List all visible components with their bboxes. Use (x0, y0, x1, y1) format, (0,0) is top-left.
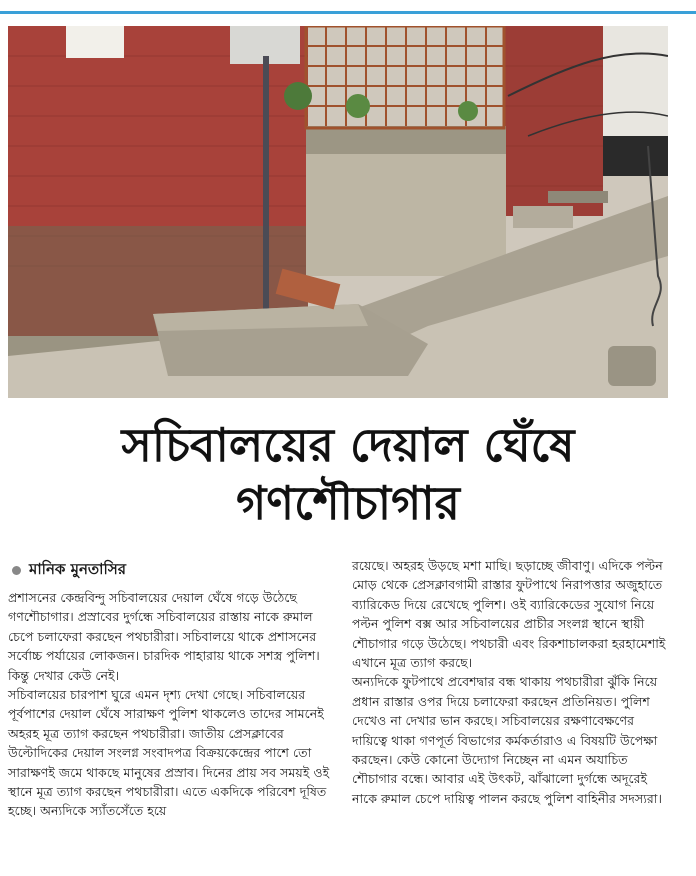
headline-line-2: গণশৌচাগার (236, 476, 460, 530)
headline-line-1: সচিবালয়ের দেয়াল ঘেঁষে (121, 418, 575, 472)
paragraph: প্রশাসনের কেন্দ্রবিন্দু সচিবালয়ের দেয়াল ঘেঁষে গড়ে উঠেছে গণশৌচাগার। প্রস্রাবের দুর্গন্ধে সচিবালয়ের রাস্তায় নাকে রুমাল চেপে চলাফেরা করছেন পথচারীরা। সচিবালয়ে থাকে প্রশাসনের সর্বোচ্চ পর্যায়ের লোকজন। চারদিক পাহারায় থাকে সশস্ত্র পুলিশ। কিন্তু দেখার কেউ নেই। (8, 590, 320, 683)
article-column-left (8, 588, 334, 821)
paragraph: অন্যদিকে ফুটপাথে প্রবেশদ্বার বন্ধ থাকায় পথচারীরা ঝুঁকি নিয়ে প্রধান রাস্তার ওপর দিয়ে চলাফেরা করছেন প্রতিনিয়ত। পুলিশ দেখেও না দেখার ভান করছে। সচিবালয়ের রক্ষণাবেক্ষণের দায়িত্বে থাকা গণপূর্ত বিভাগের কর্মকর্তারাও এ বিষয়টি উপেক্ষা করছেন। কেউ কোনো উদ্যোগ নিচ্ছেন না এমন অযাচিত শৌচাগার বন্ধে। আবার এই উৎকট, ঝাঁঝালো দুর্গন্ধে অদূরেই নাকে রুমাল চেপে দায়িত্ব পালন করছে পুলিশ বাহিনীর সদস্যরা। (352, 674, 662, 806)
paragraph: রয়েছে। অহরহ উড়ছে মশা মাছি। ছড়াচ্ছে জীবাণু। এদিকে পল্টন মোড় থেকে প্রেসক্লাবগামী রাস্তার ফুটপাথে নিরাপত্তার অজুহাতে ব্যারিকেড দিয়ে রেখেছে পুলিশ। ওই ব্যারিকেডের সুযোগ নিয়ে পল্টন পুলিশ বক্স আর সচিবালয়ের প্রাচীর সংলগ্ন স্থানে স্থায়ী শৌচাগার গড়ে উঠেছে। পথচারী এবং রিকশাচালকরা হরহামেশাই এখানে মূত্র ত্যাগ করছে। (352, 558, 666, 671)
article-column-right (352, 556, 672, 808)
bullet-dot-icon (12, 566, 21, 575)
article-headline (0, 416, 696, 532)
top-border-rule (0, 0, 696, 14)
news-photo (8, 26, 668, 398)
byline (12, 558, 126, 583)
paragraph: সচিবালয়ের চারপাশ ঘুরে এমন দৃশ্য দেখা গেছে। সচিবালয়ের পূর্বপাশের দেয়াল ঘেঁষে সারাক্ষণ পুলিশ থাকলেও তাদের সামনেই অহরহ মূত্র ত্যাগ করছেন পথচারীরা। জাতীয় প্রেসক্লাবের উল্টোদিকের দেয়াল সংলগ্ন সংবাদপত্র বিক্রয়কেন্দ্রের পাশে তো সারাক্ষণই জমে থাকছে মানুষের প্রস্রাব। দিনের প্রায় সব সময়ই ওই স্থানে মূত্র ত্যাগ করছেন পথচারীরা। এতে একদিকে পরিবেশ দূষিত হচ্ছে। অন্যদিকে স্যাঁতসেঁতে হয়ে (8, 687, 330, 819)
author-name: মানিক মুনতাসির (29, 560, 126, 578)
